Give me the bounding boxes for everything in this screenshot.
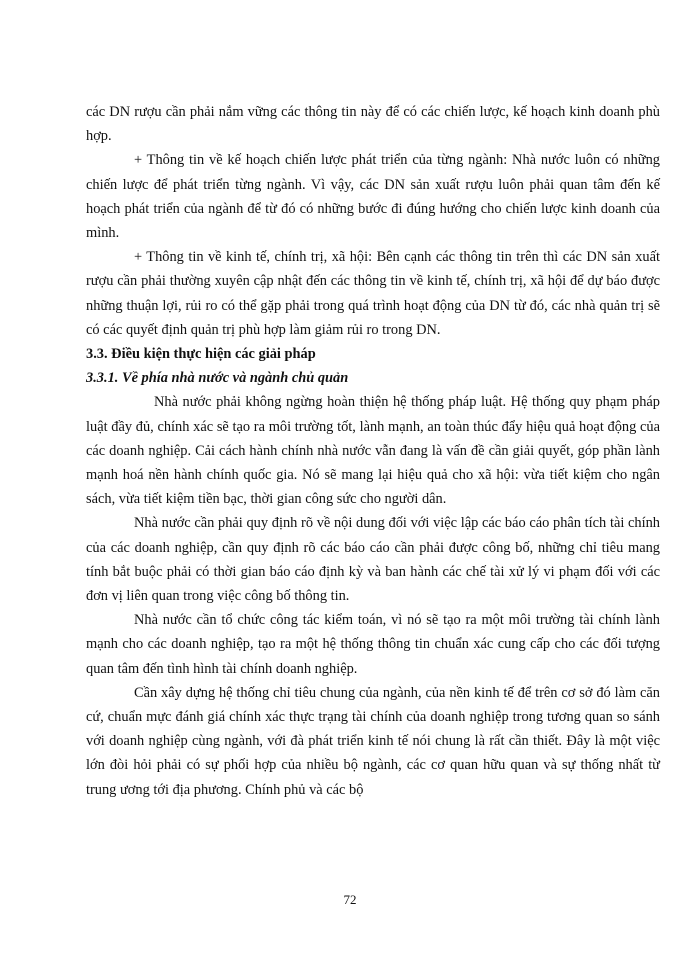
subsection-heading: 3.3.1. Về phía nhà nước và ngành chủ quản bbox=[86, 370, 349, 387]
paragraph-industry-indicators: Cần xây dựng hệ thống chỉ tiêu chung của ngành, của nền kinh tế để trên cơ sở đó làm căn cứ, chuẩn mực đánh giá chính xác thực trạng tài chính của doanh nghiệp trong tương quan so sánh với doanh nghiệp cùng ngành, với đà phát triển kinh tế nói chung là rất cần thiết. Đây là một việc lớn đòi hỏi phải có sự phối hợp của nhiều bộ ngành, các cơ quan hữu quan và sự thống nhất từ trung ương tới địa phương. Chính phủ và các bộ bbox=[86, 684, 660, 798]
paragraph-socioeconomic-info: + Thông tin về kinh tế, chính trị, xã hội: Bên cạnh các thông tin trên thì các DN sản xuất rượu cần phải thường xuyên cập nhật đến các thông tin về kinh tế, chính trị, xã hội để dự báo được những thuận lợi, rủi ro có thể gặp phải trong quá trình hoạt động của DN từ đó, các nhà quản trị sẽ có các quyết định quản trị phù hợp làm giảm rủi ro trong DN. bbox=[86, 249, 660, 338]
section-heading: 3.3. Điều kiện thực hiện các giải pháp bbox=[86, 346, 316, 363]
paragraph-continuation: các DN rượu cần phải nắm vững các thông tin này để có các chiến lược, kế hoạch kinh doanh phù hợp. bbox=[86, 104, 660, 145]
paragraph-legal-system: Nhà nước phải không ngừng hoàn thiện hệ thống pháp luật. Hệ thống quy phạm pháp luật đầy đủ, chính xác sẽ tạo ra môi trường tốt, lành mạnh, an toàn thúc đẩy hiệu quả hoạt động của các doanh nghiệp. Cải cách hành chính nhà nước vẫn đang là vấn đề cần giải quyết, góp phần lành mạnh hoá nền hành chính quốc gia. Nó sẽ mang lại hiệu quả cho xã hội: vừa tiết kiệm cho ngân sách, vừa tiết kiệm tiền bạc, thời gian công sức cho người dân. bbox=[86, 394, 660, 508]
document-page bbox=[86, 100, 660, 802]
paragraph-industry-plan-info: + Thông tin về kế hoạch chiến lược phát triển của từng ngành: Nhà nước luôn có những chiến lược để phát triển từng ngành. Vì vậy, các DN sản xuất rượu luôn phải quan tâm đến kế hoạch phát triển của ngành để từ đó có những bước đi đúng hướng cho chiến lược kinh doanh của mình. bbox=[86, 152, 660, 242]
paragraph-financial-reports: Nhà nước cần phải quy định rõ về nội dung đối với việc lập các báo cáo phân tích tài chính của các doanh nghiệp, cần quy định rõ các báo cáo cần phải được công bố, những chỉ tiêu mang tính bắt buộc phải có thời gian báo cáo định kỳ và ban hành các chế tài xử lý vi phạm đối với các đơn vị liên quan trong việc công bố thông tin. bbox=[86, 515, 660, 605]
page-number: 72 bbox=[343, 892, 357, 907]
paragraph-audit: Nhà nước cần tổ chức công tác kiểm toán, vì nó sẽ tạo ra một môi trường tài chính lành mạnh cho các doanh nghiệp, tạo ra một hệ thống thông tin chuẩn xác cung cấp cho các đối tượng quan tâm đến tình hình tài chính doanh nghiệp. bbox=[86, 612, 660, 677]
